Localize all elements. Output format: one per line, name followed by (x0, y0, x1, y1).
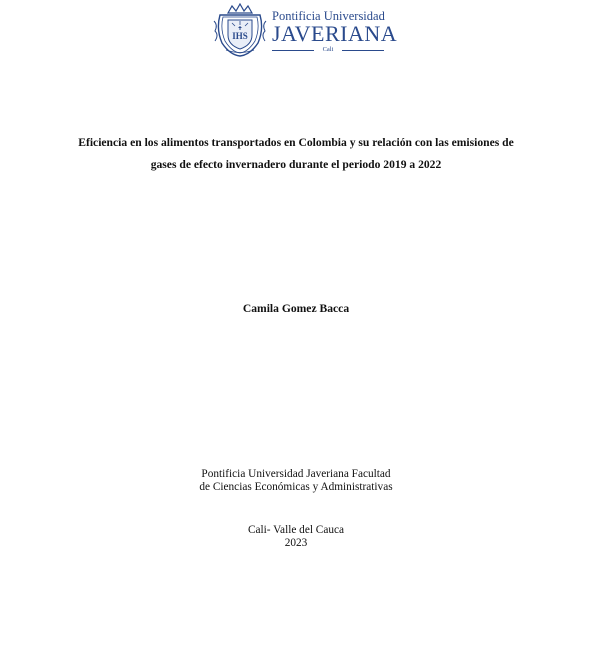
logo-rule (272, 47, 384, 53)
logo-rule-left (272, 50, 314, 51)
logo-city: Cali (322, 46, 334, 53)
logo-line-1: Pontificia Universidad (272, 9, 385, 23)
institution-line-2: de Ciencias Económicas y Administrativas (199, 481, 393, 493)
place-date-block (40, 524, 552, 550)
logo-rule-right (342, 50, 384, 51)
seal-text: IHS (232, 31, 248, 41)
institution-line-1: Pontificia Universidad Javeriana Facultad (201, 468, 391, 480)
title-line-2: gases de efecto invernadero durante el periodo 2019 a 2022 (150, 158, 442, 171)
logo-wordmark (272, 9, 398, 46)
year-line: 2023 (284, 537, 308, 549)
author-name: Camila Gomez Bacca (242, 302, 350, 315)
institution-block (40, 468, 552, 494)
university-logo (212, 3, 398, 57)
document-title (40, 132, 552, 176)
logo-line-2: JAVERIANA (272, 21, 398, 46)
title-line-1: Eficiencia en los alimentos transportados en Colombia y su relación con las emisiones de (78, 136, 514, 149)
university-seal-icon (212, 3, 268, 57)
place-line: Cali- Valle del Cauca (247, 524, 345, 536)
